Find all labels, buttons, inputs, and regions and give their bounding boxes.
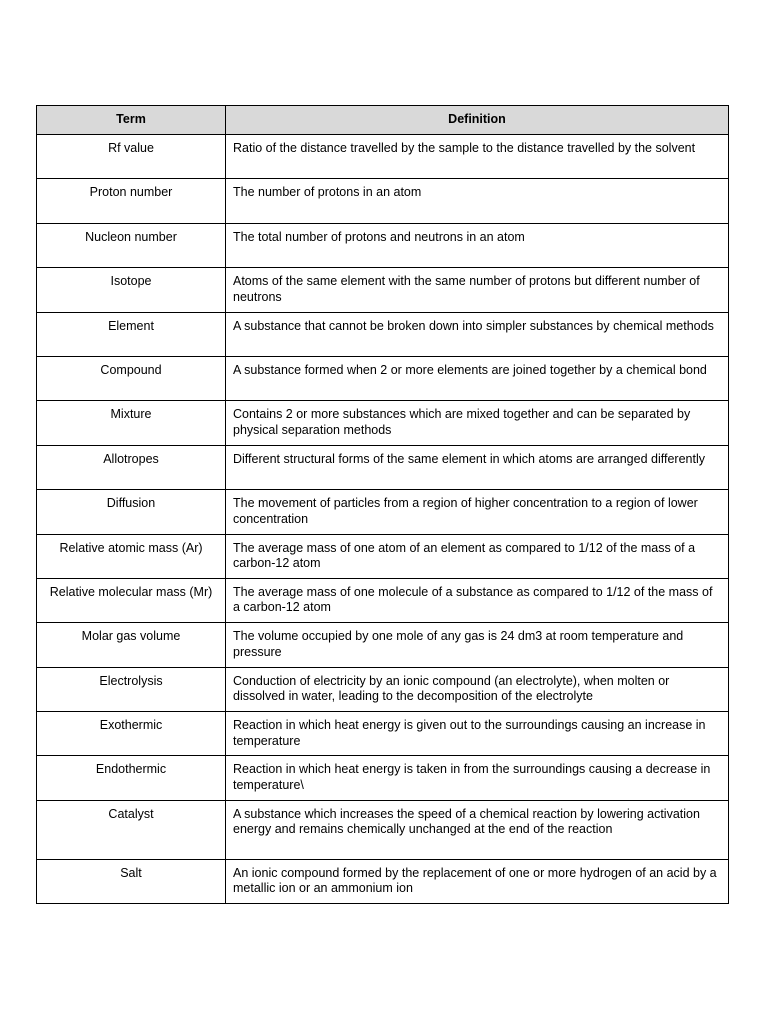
table-row xyxy=(37,268,729,312)
term-cell: Element xyxy=(37,312,226,356)
definition-column-header: Definition xyxy=(226,106,729,135)
term-cell: Electrolysis xyxy=(37,667,226,711)
term-cell: Allotropes xyxy=(37,445,226,489)
table-row xyxy=(37,667,729,711)
term-cell: Molar gas volume xyxy=(37,623,226,667)
definition-cell: The number of protons in an atom xyxy=(226,179,729,223)
term-cell: Nucleon number xyxy=(37,223,226,267)
definition-cell: Reaction in which heat energy is given out to the surroundings causing an increase in temperature xyxy=(226,712,729,756)
table-header xyxy=(37,106,729,135)
term-cell: Proton number xyxy=(37,179,226,223)
table-row xyxy=(37,312,729,356)
term-cell: Rf value xyxy=(37,135,226,179)
table-row xyxy=(37,135,729,179)
table-row xyxy=(37,578,729,622)
term-cell: Catalyst xyxy=(37,800,226,859)
table-row xyxy=(37,712,729,756)
table-row xyxy=(37,859,729,903)
table-row xyxy=(37,356,729,400)
table-row xyxy=(37,623,729,667)
table-row xyxy=(37,756,729,800)
definition-cell: Contains 2 or more substances which are mixed together and can be separated by physical separation methods xyxy=(226,401,729,445)
term-cell: Exothermic xyxy=(37,712,226,756)
term-cell: Relative atomic mass (Ar) xyxy=(37,534,226,578)
definition-cell: An ionic compound formed by the replacement of one or more hydrogen of an acid by a metallic ion or an ammonium ion xyxy=(226,859,729,903)
definition-cell: A substance that cannot be broken down into simpler substances by chemical methods xyxy=(226,312,729,356)
term-cell: Salt xyxy=(37,859,226,903)
table-body xyxy=(37,135,729,904)
term-cell: Endothermic xyxy=(37,756,226,800)
definition-cell: The average mass of one atom of an element as compared to 1/12 of the mass of a carbon-12 atom xyxy=(226,534,729,578)
definition-cell: A substance formed when 2 or more elements are joined together by a chemical bond xyxy=(226,356,729,400)
table-row xyxy=(37,490,729,534)
table-row xyxy=(37,223,729,267)
term-cell: Compound xyxy=(37,356,226,400)
definition-cell: The average mass of one molecule of a substance as compared to 1/12 of the mass of a carbon-12 atom xyxy=(226,578,729,622)
term-column-header: Term xyxy=(37,106,226,135)
definition-cell: Different structural forms of the same element in which atoms are arranged differently xyxy=(226,445,729,489)
term-cell: Relative molecular mass (Mr) xyxy=(37,578,226,622)
definition-cell: Atoms of the same element with the same number of protons but different number of neutrons xyxy=(226,268,729,312)
term-cell: Isotope xyxy=(37,268,226,312)
table-row xyxy=(37,179,729,223)
table-row xyxy=(37,534,729,578)
definition-cell: The movement of particles from a region of higher concentration to a region of lower concentration xyxy=(226,490,729,534)
definition-cell: Reaction in which heat energy is taken in from the surroundings causing a decrease in temperature\ xyxy=(226,756,729,800)
definition-cell: Conduction of electricity by an ionic compound (an electrolyte), when molten or dissolved in water, leading to the decomposition of the electrolyte xyxy=(226,667,729,711)
term-cell: Diffusion xyxy=(37,490,226,534)
term-cell: Mixture xyxy=(37,401,226,445)
glossary-table xyxy=(36,105,729,904)
definition-cell: The total number of protons and neutrons in an atom xyxy=(226,223,729,267)
table-row xyxy=(37,800,729,859)
header-row xyxy=(37,106,729,135)
definition-cell: The volume occupied by one mole of any gas is 24 dm3 at room temperature and pressure xyxy=(226,623,729,667)
definition-cell: A substance which increases the speed of a chemical reaction by lowering activation energy and remains chemically unchanged at the end of the reaction xyxy=(226,800,729,859)
definition-cell: Ratio of the distance travelled by the sample to the distance travelled by the solvent xyxy=(226,135,729,179)
table-row xyxy=(37,445,729,489)
table-row xyxy=(37,401,729,445)
